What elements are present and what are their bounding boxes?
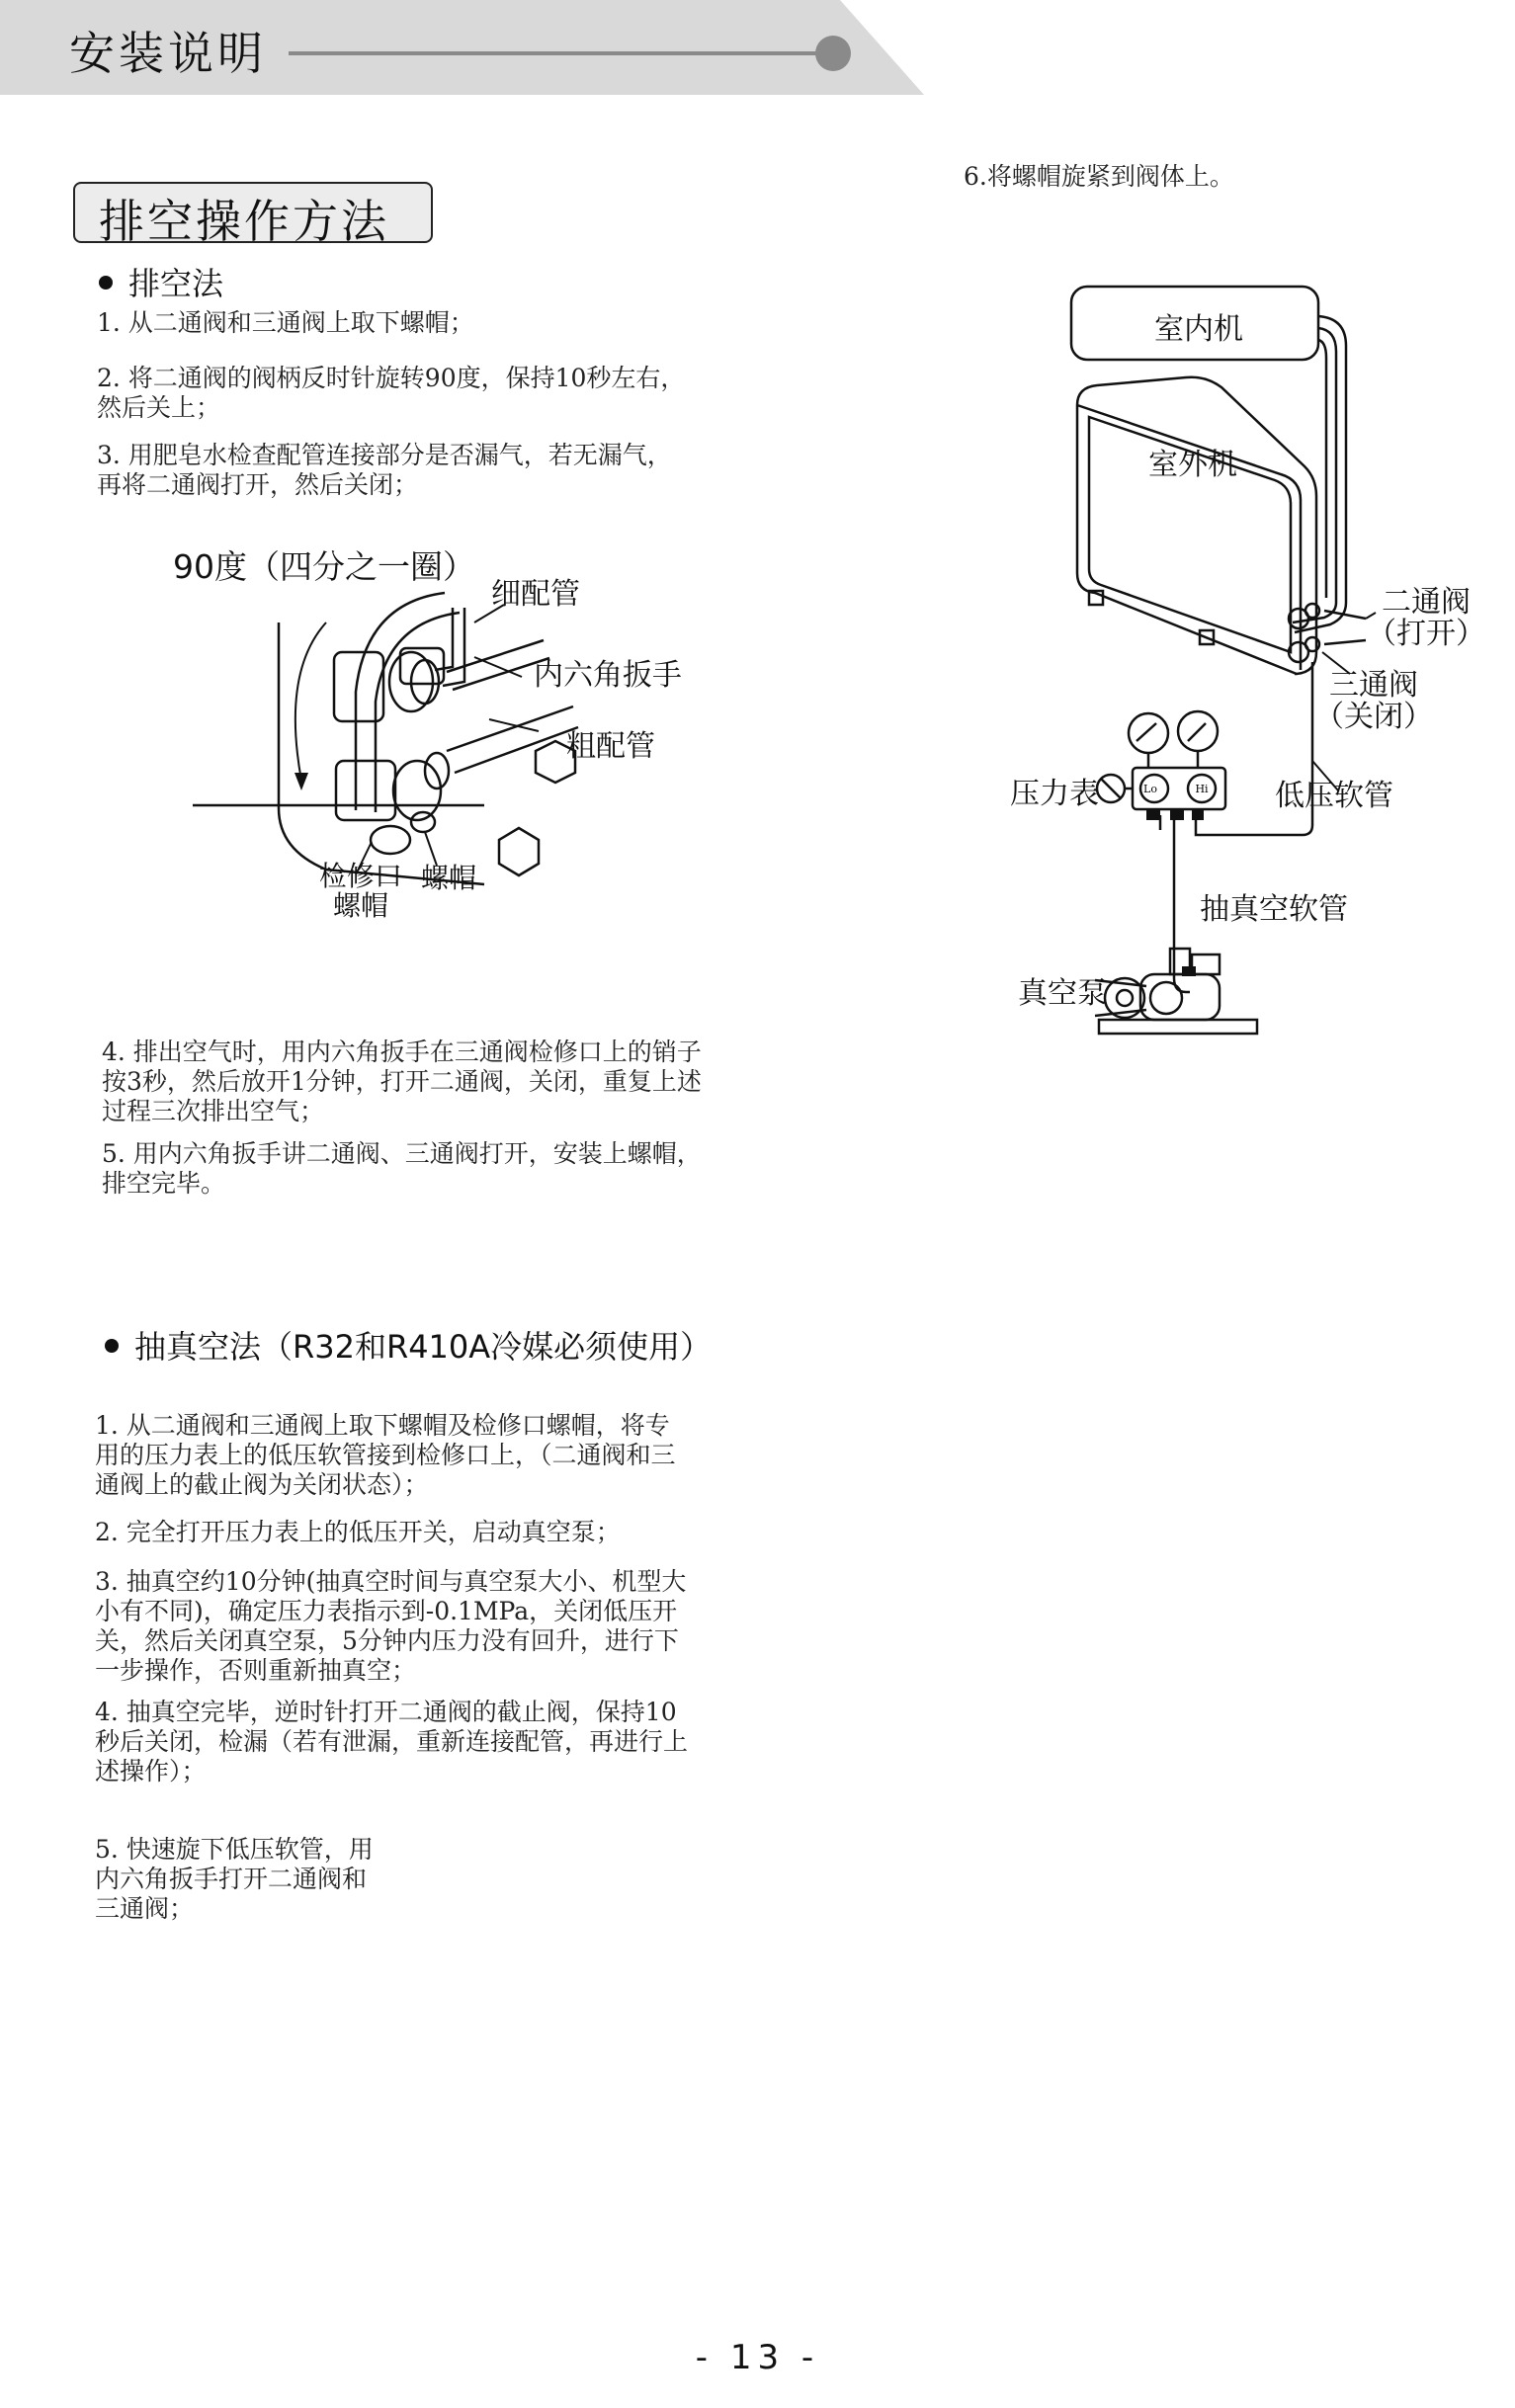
service-port-cap-label: 检修口 螺帽 — [319, 860, 403, 922]
thin-pipe-label: 细配管 — [491, 577, 580, 612]
method1-step-4: 4. 排出空气时，用内六角扳手在三通阀检修口上的销子 按3秒，然后放开1分钟，打开二通阀，关闭，重复上述 过程三次排出空气； — [102, 1038, 702, 1125]
vacuum-pump-label: 真空泵 — [1018, 976, 1107, 1011]
section-title: 排空操作方法 — [99, 195, 389, 248]
cap-label: 螺帽 — [421, 862, 477, 894]
method2-step-3: 3. 抽真空约10分钟(抽真空时间与真空泵大小、机型大 小有不同)，确定压力表指示到-0.1MPa，关闭低压开 关，然后关闭真空泵，5分钟内压力没有回升，进行下 一步操作，否则重新抽真空； — [95, 1567, 687, 1685]
method1-heading — [99, 259, 223, 304]
vacuum-setup-figure — [998, 277, 1492, 1057]
method1-heading-text: 排空法 — [128, 265, 224, 302]
hi-label: Hi — [1195, 783, 1209, 795]
bullet-icon — [105, 1339, 119, 1353]
thick-pipe-label: 粗配管 — [566, 729, 655, 764]
method2-step-2: 2. 完全打开压力表上的低压开关，启动真空泵； — [95, 1518, 621, 1546]
pressure-gauge-label: 压力表 — [1010, 777, 1099, 811]
indoor-unit-label: 室内机 — [1154, 312, 1243, 347]
hex-wrench-label: 内六角扳手 — [534, 658, 682, 693]
outdoor-unit-label: 室外机 — [1148, 448, 1237, 482]
two-way-valve-label: 二通阀 （打开） — [1367, 585, 1485, 651]
method2-step-4: 4. 抽真空完毕，逆时针打开二通阀的截止阀，保持10 秒后关闭，检漏（若有泄漏，重新连接配管，再进行上 述操作）； — [95, 1698, 689, 1785]
method2-heading — [105, 1322, 712, 1368]
method1-step-5: 5. 用内六角扳手讲二通阀、三通阀打开，安装上螺帽， 排空完毕。 — [102, 1139, 702, 1198]
low-pressure-hose-label: 低压软管 — [1275, 779, 1393, 813]
bullet-icon — [99, 276, 113, 290]
lo-label: Lo — [1143, 783, 1157, 795]
angle-label: 90度（四分之一圈） — [173, 547, 475, 586]
method1-step-3: 3. 用肥皂水检查配管连接部分是否漏气，若无漏气， 再将二通阀打开，然后关闭； — [97, 441, 672, 499]
method2-step-5: 5. 快速旋下低压软管，用 内六角扳手打开二通阀和 三通阀； — [95, 1835, 374, 1923]
vacuum-hose-label: 抽真空软管 — [1200, 892, 1348, 927]
method1-step-1: 1. 从二通阀和三通阀上取下螺帽； — [97, 308, 474, 337]
header-title: 安装说明 — [69, 27, 267, 80]
method2-heading-text: 抽真空法（R32和R410A冷媒必须使用） — [134, 1328, 713, 1366]
three-way-valve-label: 三通阀 （关闭） — [1314, 668, 1433, 734]
page-number: - 13 - — [695, 2338, 820, 2377]
method2-step-6: 6.将螺帽旋紧到阀体上。 — [964, 162, 1234, 191]
method1-step-2: 2. 将二通阀的阀柄反时针旋转90度，保持10秒左右， 然后关上； — [97, 364, 686, 422]
method2-step-1: 1. 从二通阀和三通阀上取下螺帽及检修口螺帽，将专 用的压力表上的低压软管接到检修口上，（二通阀和三 通阀上的截止阀为关闭状态）； — [95, 1411, 676, 1499]
